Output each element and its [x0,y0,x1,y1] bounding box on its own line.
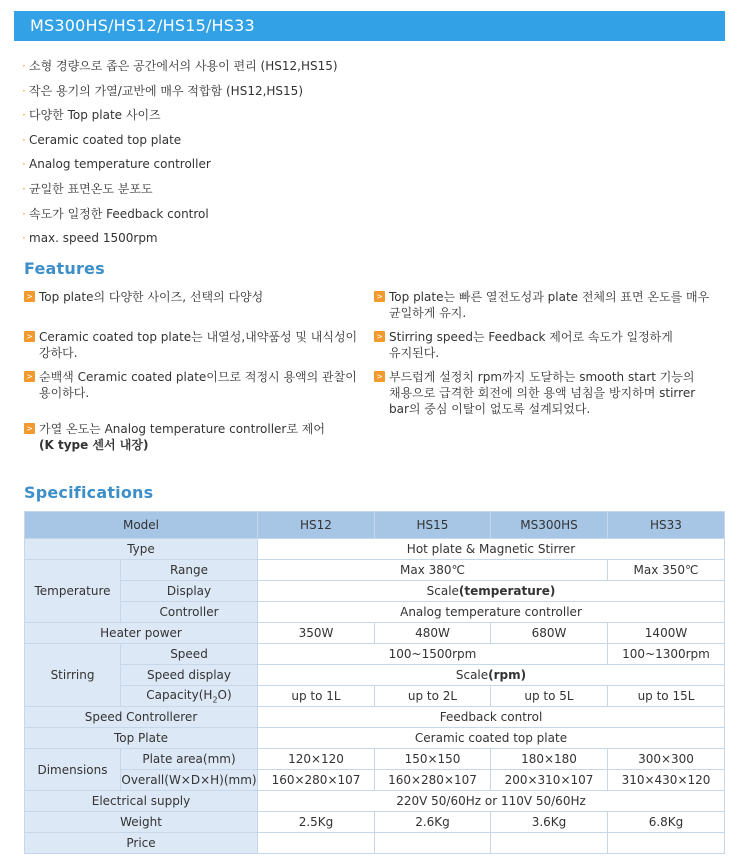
orange-arrow-box-icon: > [24,291,35,302]
cell-value: Hot plate & Magnetic Stirrer [258,539,725,560]
orange-arrow-box-icon: > [374,371,385,382]
cell-value: 100~1300rpm [608,644,725,665]
dot-bullet-icon: · [22,157,26,172]
table-row [25,539,725,560]
dot-bullet-icon: · [22,108,26,123]
table-row [25,749,725,770]
list-item: · 속도가 일정한 Feedback control [22,206,209,221]
cell-value: 3.6Kg [491,812,608,833]
cell-value: 150×150 [375,749,491,770]
row-label: $Capacity(H_2O)$ [121,686,258,707]
row-label: Display [121,581,258,602]
list-item: · max. speed 1500rpm [22,231,158,246]
cell-value: 1400W [608,623,725,644]
cell-value: Scale(rpm) [258,665,725,686]
row-label: Electrical supply [25,791,258,812]
row-label: Speed Controllerer [25,707,258,728]
cell-value: Scale(temperature) [258,581,725,602]
cell-value: up to 1L [258,686,375,707]
cell-value: Feedback control [258,707,725,728]
row-label: Type [25,539,258,560]
cell-value [375,833,491,854]
table-row [25,770,725,791]
feature-item: > Top plate의 다양한 사이즈, 선택의 다양성 [24,289,364,305]
table-row [25,581,725,602]
group-label: Stirring [25,644,121,707]
cell-value [608,833,725,854]
feature-bullet-list [22,58,722,255]
column-header: HS33 [608,512,725,539]
cell-value: 180×180 [491,749,608,770]
features-heading: Features [24,259,105,278]
orange-arrow-box-icon: > [374,291,385,302]
cell-value: Ceramic coated top plate [258,728,725,749]
dot-bullet-icon: · [22,132,26,147]
cell-value: 680W [491,623,608,644]
column-header: MS300HS [491,512,608,539]
table-row [25,791,725,812]
row-label: Speed display [121,665,258,686]
cell-value: 300×300 [608,749,725,770]
column-header: Model [25,512,258,539]
table-row [25,728,725,749]
orange-arrow-box-icon: > [24,423,35,434]
row-label: Heater power [25,623,258,644]
row-label: Speed [121,644,258,665]
cell-value: 120×120 [258,749,375,770]
table-row [25,602,725,623]
row-label: Price [25,833,258,854]
feature-item: > Stirring speed는 Feedback 제어로 속도가 일정하게 유지된다. [374,329,724,361]
feature-item: > Ceramic coated top plate는 내열성,내약품성 및 내식성이 강하다. [24,329,364,361]
dot-bullet-icon: · [22,231,26,246]
orange-arrow-box-icon: > [24,331,35,342]
feature-item: > 순백색 Ceramic coated plate이므로 적정시 용액의 관찰이 용이하다. [24,369,364,401]
list-item: · Ceramic coated top plate [22,132,182,147]
table-row [25,833,725,854]
list-item: · Analog temperature controller [22,157,211,172]
dot-bullet-icon: · [22,206,26,221]
list-item: · 다양한 Top plate 사이즈 [22,108,161,123]
group-label: Dimensions [25,749,121,791]
dot-bullet-icon: · [22,59,26,73]
cell-value: Max 350℃ [608,560,725,581]
table-row [25,665,725,686]
row-label: Controller [121,602,258,623]
table-row [25,644,725,665]
row-label: Weight [25,812,258,833]
list-item: · 소형 경량으로 좁은 공간에서의 사용이 편리 (HS12,HS15) [22,59,338,73]
group-label: Temperature [25,560,121,623]
cell-value: 6.8Kg [608,812,725,833]
cell-value: up to 15L [608,686,725,707]
cell-value: 350W [258,623,375,644]
cell-value: 160×280×107 [375,770,491,791]
sensor-note: (K type 센서 내장) [39,438,149,452]
cell-value [491,833,608,854]
orange-arrow-box-icon: > [374,331,385,342]
cell-value: 200×310×107 [491,770,608,791]
table-header-row [25,512,725,539]
table-row [25,812,725,833]
page-title: MS300HS/HS12/HS15/HS33 [30,16,255,35]
dot-bullet-icon: · [22,83,26,98]
specifications-table [24,511,725,854]
column-header: HS12 [258,512,375,539]
row-label: Top Plate [25,728,258,749]
cell-value: Analog temperature controller [258,602,725,623]
page-title-bar [14,11,725,41]
list-item: · 균일한 표면온도 분포도 [22,181,153,196]
cell-value: Max 380℃ [258,560,608,581]
row-label: Range [121,560,258,581]
cell-value: up to 5L [491,686,608,707]
cell-value [258,833,375,854]
table-row [25,707,725,728]
row-label: Plate area(mm) [121,749,258,770]
column-header: HS15 [375,512,491,539]
cell-value: 2.5Kg [258,812,375,833]
table-row [25,560,725,581]
dot-bullet-icon: · [22,181,26,196]
specifications-heading: Specifications [24,483,154,502]
cell-value: 2.6Kg [375,812,491,833]
orange-arrow-box-icon: > [24,371,35,382]
table-row [25,686,725,707]
table-row [25,623,725,644]
row-label: Overall(W×D×H)(mm) [121,770,258,791]
cell-value: 160×280×107 [258,770,375,791]
cell-value: 220V 50/60Hz or 110V 50/60Hz [258,791,725,812]
list-item: · 작은 용기의 가열/교반에 매우 적합함 (HS12,HS15) [22,83,303,98]
cell-value: 310×430×120 [608,770,725,791]
cell-value: 100~1500rpm [258,644,608,665]
cell-value: up to 2L [375,686,491,707]
feature-item: > 부드럽게 설정치 rpm까지 도달하는 smooth start 기능의 채용으로 급격한 회전에 의한 용액 넘침을 방지하며 stirrer bar의 중심 이탈이 없도록 설계되었다. [374,369,724,417]
feature-item: > Top plate는 빠른 열전도성과 plate 전체의 표면 온도를 매우 균일하게 유지. [374,289,724,321]
cell-value: 480W [375,623,491,644]
feature-item: > 가열 온도는 Analog temperature controller로 제어 (K type 센서 내장) [24,421,364,453]
